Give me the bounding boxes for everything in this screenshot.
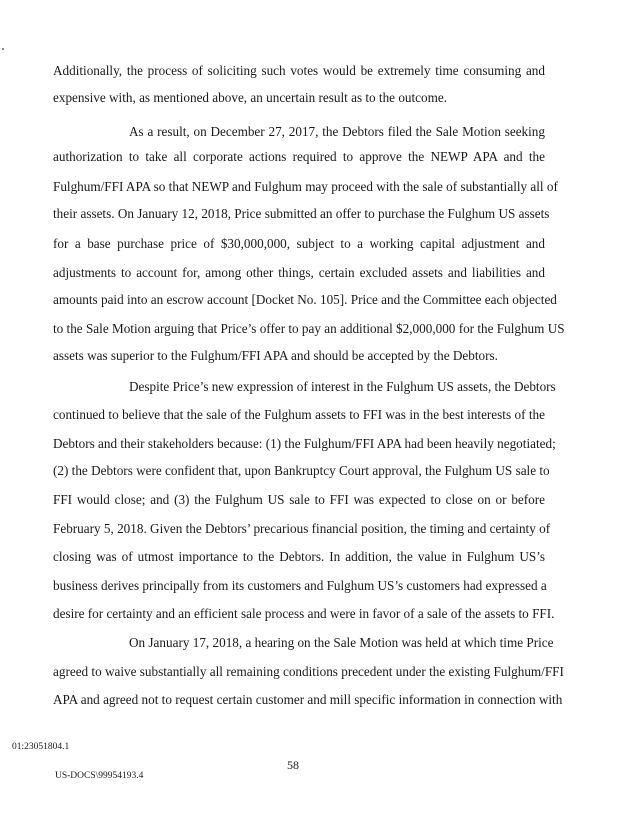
body-line: for a base purchase price of $30,000,000, subject to a working capital adjustment and bbox=[53, 236, 545, 251]
body-line: On January 17, 2018, a hearing on the Sale Motion was held at which time Price bbox=[129, 635, 554, 650]
body-line: As a result, on December 27, 2017, the Debtors filed the Sale Motion seeking bbox=[129, 124, 545, 139]
body-line: agreed to waive substantially all remaining conditions precedent under the existing Fulghum/FFI bbox=[53, 664, 564, 679]
body-line: expensive with, as mentioned above, an uncertain result as to the outcome. bbox=[53, 90, 448, 105]
body-line: (2) the Debtors were confident that, upon Bankruptcy Court approval, the Fulghum US sale to bbox=[53, 463, 550, 478]
body-line: desire for certainty and an efficient sale process and were in favor of a sale of the assets to FFI. bbox=[53, 606, 555, 621]
body-line: February 5, 2018. Given the Debtors’ precarious financial position, the timing and certainty of bbox=[53, 521, 551, 536]
body-line: business derives principally from its customers and Fulghum US’s customers had expressed a bbox=[53, 578, 547, 593]
body-line: adjustments to account for, among other things, certain excluded assets and liabilities and bbox=[53, 265, 545, 280]
body-line: closing was of utmost importance to the Debtors. In addition, the value in Fulghum US’s bbox=[53, 549, 545, 564]
body-line: FFI would close; and (3) the Fulghum US sale to FFI was expected to close on or before bbox=[53, 492, 545, 507]
page-number: 58 bbox=[287, 758, 299, 772]
page-mark bbox=[2, 48, 4, 50]
body-line: Additionally, the process of soliciting such votes would be extremely time consuming and bbox=[53, 63, 545, 78]
body-line: Debtors and their stakeholders because: (1) the Fulghum/FFI APA had been heavily negotiated; bbox=[53, 436, 556, 451]
body-line: continued to believe that the sale of the Fulghum assets to FFI was in the best interests of the bbox=[53, 407, 545, 422]
body-line: their assets. On January 12, 2018, Price submitted an offer to purchase the Fulghum US assets bbox=[53, 206, 550, 221]
body-line: assets was superior to the Fulghum/FFI APA and should be accepted by the Debtors. bbox=[53, 348, 498, 363]
body-line: to the Sale Motion arguing that Price’s offer to pay an additional $2,000,000 for the Fulghum US bbox=[53, 321, 565, 336]
body-line: Despite Price’s new expression of interest in the Fulghum US assets, the Debtors bbox=[129, 379, 556, 394]
footer-doc-id-secondary: US-DOCS\99954193.4 bbox=[55, 771, 144, 781]
body-line: authorization to take all corporate actions required to approve the NEWP APA and the bbox=[53, 149, 545, 164]
body-line: APA and agreed not to request certain customer and mill specific information in connection with bbox=[53, 692, 563, 707]
body-line: amounts paid into an escrow account [Docket No. 105]. Price and the Committee each objected bbox=[53, 292, 557, 307]
footer-doc-id-primary: 01:23051804.1 bbox=[12, 742, 70, 752]
body-line: Fulghum/FFI APA so that NEWP and Fulghum may proceed with the sale of substantially all of bbox=[53, 179, 558, 194]
